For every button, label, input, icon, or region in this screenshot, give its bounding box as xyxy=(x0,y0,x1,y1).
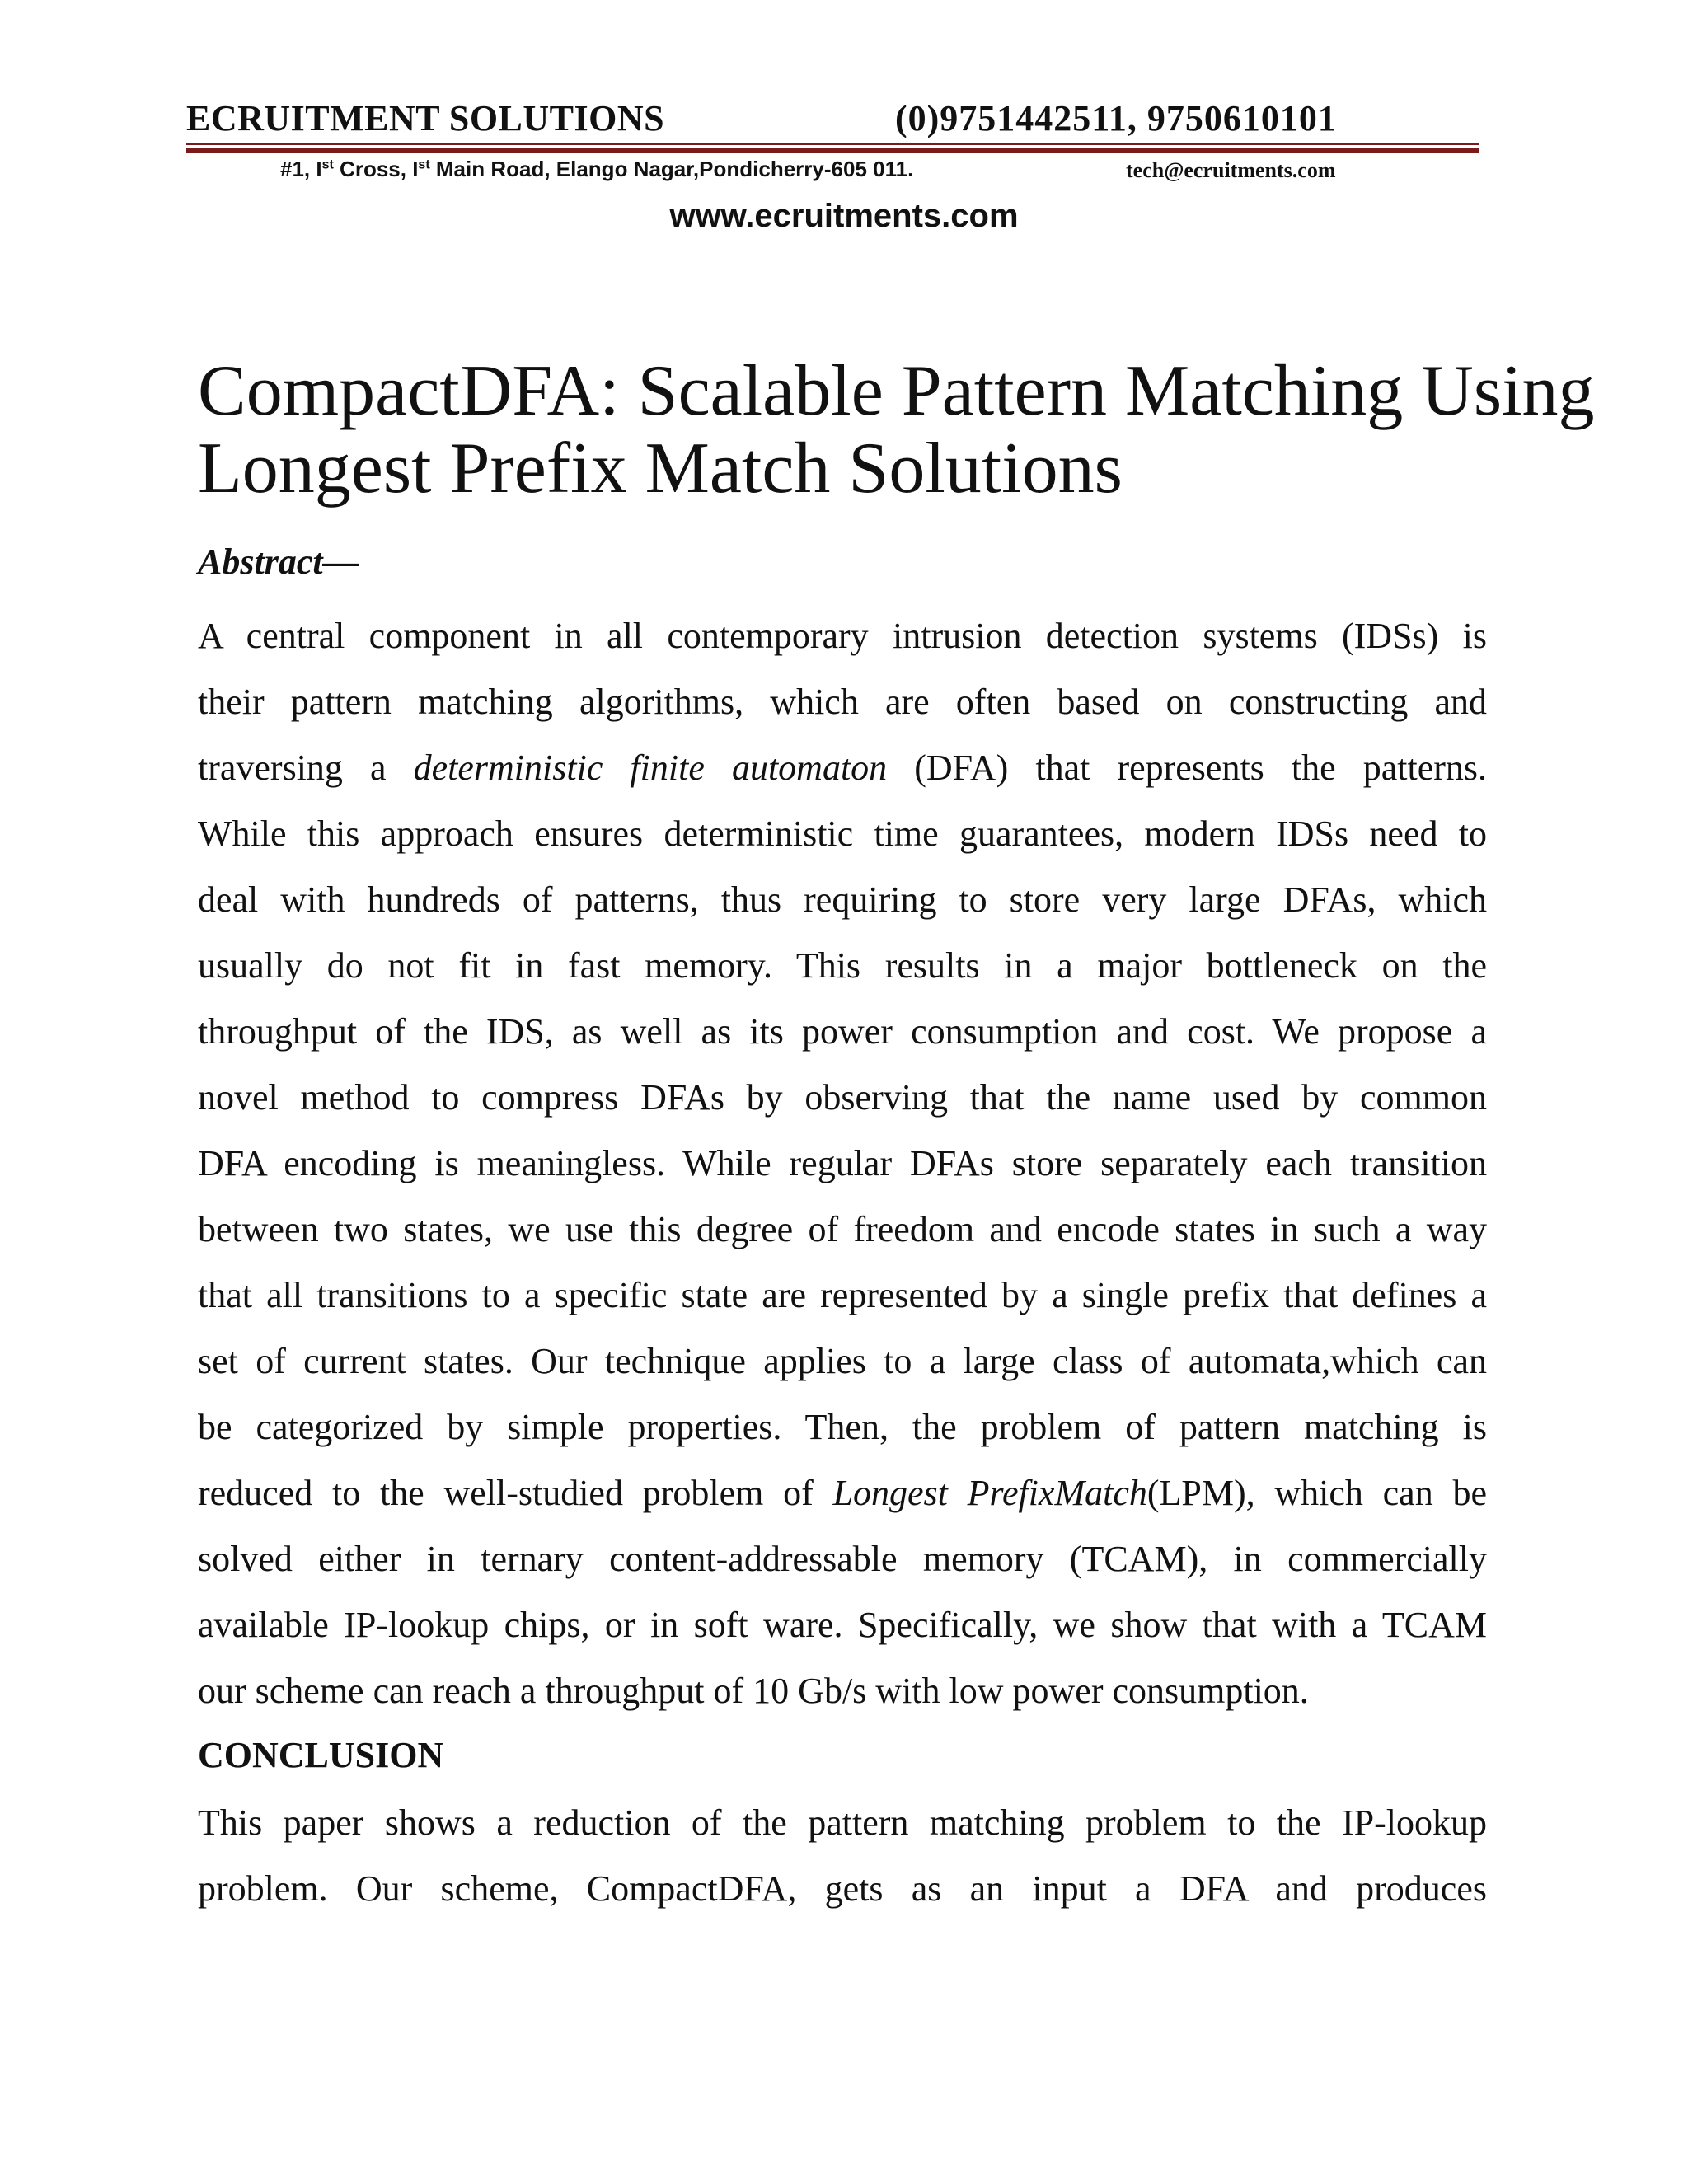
letterhead-address: #1, Ist Cross, Ist Main Road, Elango Nagar,Pondicherry-605 011. xyxy=(280,157,914,181)
text-line: A central component in all contemporary intrusion detection systems (IDSs) is xyxy=(198,616,1487,656)
text-line: This paper shows a reduction of the pattern matching problem to the IP-lookup xyxy=(198,1802,1487,1843)
text-line: DFA encoding is meaningless. While regular DFAs store separately each transition xyxy=(198,1143,1487,1183)
italic-term: Longest PrefixMatch xyxy=(832,1473,1147,1513)
letterhead-company-name: ECRUITMENT SOLUTIONS xyxy=(186,98,665,138)
text-line: reduced to the well-studied problem of Longest PrefixMatch(LPM), which can be xyxy=(198,1473,1487,1513)
letterhead-divider-thin xyxy=(186,143,1479,145)
text-line: problem. Our scheme, CompactDFA, gets as an input a DFA and produces xyxy=(198,1868,1487,1909)
text-line: novel method to compress DFAs by observing that the name used by common xyxy=(198,1077,1487,1118)
paper-title-line: CompactDFA: Scalable Pattern Matching Using xyxy=(198,351,1595,431)
paper-title xyxy=(198,351,1595,509)
italic-term: deterministic finite automaton xyxy=(413,748,888,788)
text-line: throughput of the IDS, as well as its power consumption and cost. We propose a xyxy=(198,1011,1487,1052)
conclusion-body xyxy=(198,1790,1487,1922)
letterhead-divider-thick xyxy=(186,148,1479,153)
letterhead-phone-numbers: (0)9751442511, 9750610101 xyxy=(895,98,1337,138)
abstract-label: Abstract— xyxy=(198,541,359,582)
letterhead-website: www.ecruitments.com xyxy=(669,198,1019,234)
text-line: set of current states. Our technique applies to a large class of automata,which can xyxy=(198,1341,1487,1381)
paper-title-line: Longest Prefix Match Solutions xyxy=(198,429,1123,509)
text-line: While this approach ensures deterministic time guarantees, modern IDSs need to xyxy=(198,813,1487,854)
abstract-body xyxy=(198,603,1487,1724)
text-line: deal with hundreds of patterns, thus requiring to store very large DFAs, which xyxy=(198,879,1487,920)
text-line: solved either in ternary content-addressable memory (TCAM), in commercially xyxy=(198,1539,1487,1579)
conclusion-heading: CONCLUSION xyxy=(198,1735,444,1775)
text-line: available IP-lookup chips, or in soft ware. Specifically, we show that with a TCAM xyxy=(198,1605,1487,1645)
text-line: between two states, we use this degree of freedom and encode states in such a way xyxy=(198,1209,1487,1249)
letterhead-email: tech@ecruitments.com xyxy=(1126,158,1336,182)
text-line: that all transitions to a specific state are represented by a single prefix that defines a xyxy=(198,1275,1487,1315)
text-line: our scheme can reach a throughput of 10 Gb/s with low power consumption. xyxy=(198,1671,1309,1711)
text-line: their pattern matching algorithms, which are often based on constructing and xyxy=(198,682,1487,722)
text-line: usually do not fit in fast memory. This results in a major bottleneck on the xyxy=(198,945,1487,986)
text-line: be categorized by simple properties. Then, the problem of pattern matching is xyxy=(198,1407,1487,1447)
text-line: traversing a deterministic finite automaton (DFA) that represents the patterns. xyxy=(198,748,1487,788)
